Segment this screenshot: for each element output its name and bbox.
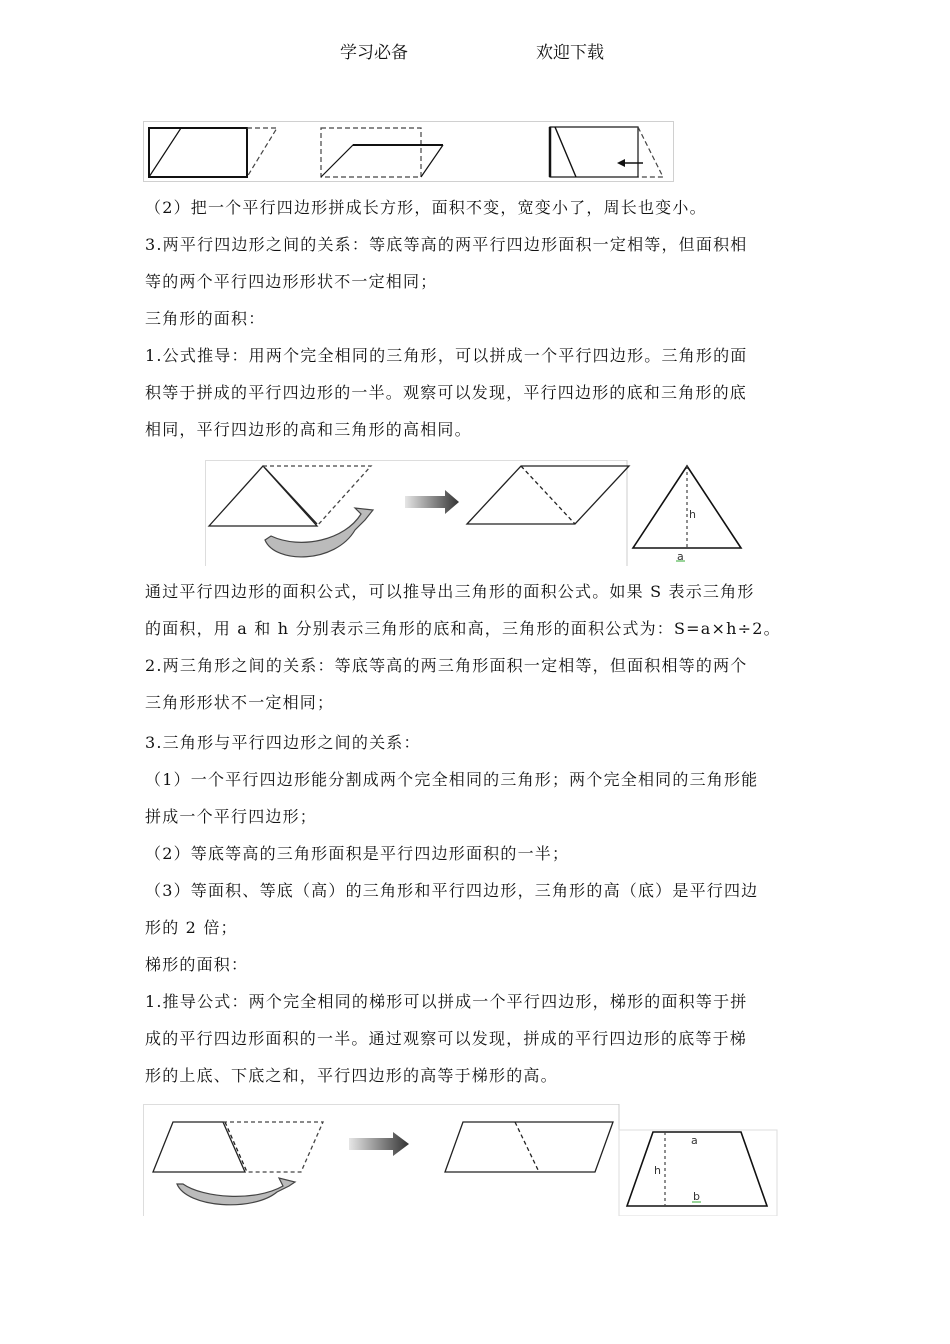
paragraph: 形的 2 倍； (145, 918, 238, 937)
paragraph: 形的上底、下底之和，平行四边形的高等于梯形的高。 (145, 1066, 558, 1085)
paragraph: 2.两三角形之间的关系：等底等高的两三角形面积一定相等，但面积相等的两个 (145, 656, 748, 675)
trapezoid-height-label: h (654, 1164, 661, 1177)
paragraph: 拼成一个平行四边形； (145, 807, 318, 826)
paragraph: 成的平行四边形面积的一半。通过观察可以发现，拼成的平行四边形的底等于梯 (145, 1029, 748, 1048)
triangle-base-label: a (677, 550, 684, 563)
paragraph: 1.推导公式：两个完全相同的梯形可以拼成一个平行四边形，梯形的面积等于拼 (145, 992, 748, 1011)
paragraph: （2）等底等高的三角形面积是平行四边形面积的一半； (145, 844, 570, 863)
paragraph: 等的两个平行四边形形状不一定相同； (145, 272, 438, 291)
section-title: 三角形的面积： (145, 309, 266, 328)
paragraph: （1）一个平行四边形能分割成两个完全相同的三角形；两个完全相同的三角形能 (145, 770, 759, 789)
trapezoid-to-parallelogram-figure (143, 1104, 779, 1216)
parallelogram-to-rectangle-figure (143, 121, 675, 183)
paragraph: 相同，平行四边形的高和三角形的高相同。 (145, 420, 472, 439)
paragraph: 3.两平行四边形之间的关系：等底等高的两平行四边形面积一定相等，但面积相 (145, 235, 748, 254)
header-right: 欢迎下载 (536, 43, 604, 63)
paragraph: 通过平行四边形的面积公式，可以推导出三角形的面积公式。如果 S 表示三角形 (145, 582, 755, 601)
paragraph: 的面积，用 a 和 h 分别表示三角形的底和高，三角形的面积公式为：S=a×h÷2。 (145, 619, 781, 638)
paragraph: 3.三角形与平行四边形之间的关系： (145, 733, 421, 752)
paragraph: 三角形形状不一定相同； (145, 693, 335, 712)
paragraph: 1.公式推导：用两个完全相同的三角形，可以拼成一个平行四边形。三角形的面 (145, 346, 748, 365)
triangle-height-label: h (689, 508, 696, 521)
paragraph: （3）等面积、等底（高）的三角形和平行四边形，三角形的高（底）是平行四边 (145, 881, 759, 900)
trapezoid-bottom-label: b (693, 1190, 700, 1203)
header-left: 学习必备 (340, 43, 408, 63)
paragraph: （2）把一个平行四边形拼成长方形，面积不变，宽变小了，周长也变小。 (145, 198, 707, 217)
trapezoid-top-label: a (691, 1134, 698, 1147)
page-header (0, 38, 950, 64)
section-title: 梯形的面积： (145, 955, 249, 974)
paragraph: 积等于拼成的平行四边形的一半。观察可以发现，平行四边形的底和三角形的底 (145, 383, 748, 402)
triangle-to-parallelogram-figure (205, 460, 747, 568)
